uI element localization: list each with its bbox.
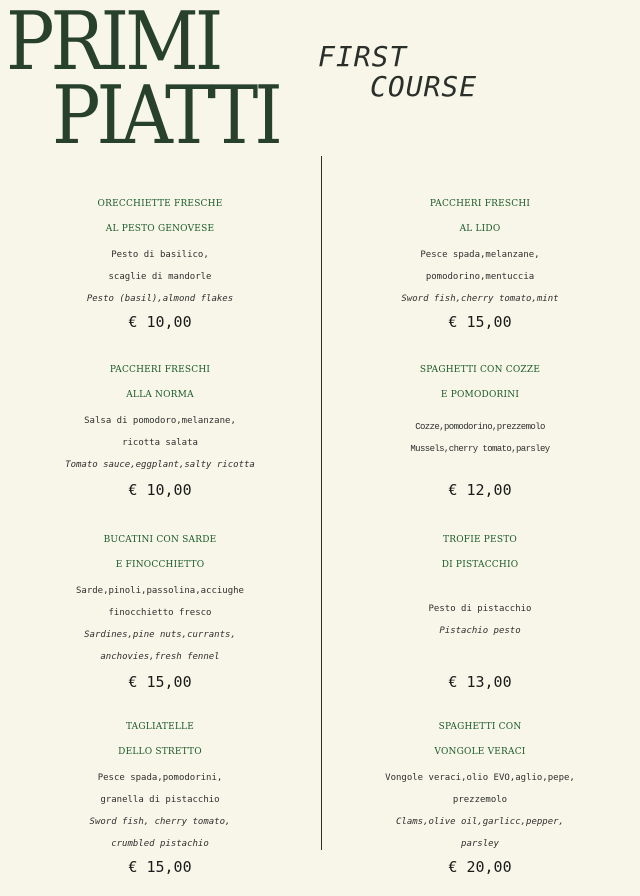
dish-tagliatelle: [0, 715, 320, 855]
dish-bucatini: [0, 528, 320, 668]
dish-name-line: VONGOLE VERACI: [434, 747, 526, 757]
dish-price: € 20,00: [448, 858, 512, 876]
dish-description: [320, 416, 640, 460]
dish-spaghetti-cozze: [320, 358, 640, 460]
dish-price: € 15,00: [128, 858, 192, 876]
description-en: Pesto (basil),almond flakes: [86, 294, 234, 304]
description-it: Pesto di pistacchio: [428, 604, 532, 614]
description-it: granella di pistacchio: [100, 795, 220, 805]
dish-description: [0, 767, 320, 855]
menu-title-line-1: PRIMI: [6, 0, 220, 89]
dish-name-line: AL PESTO GENOVESE: [105, 224, 215, 234]
dish-name-line: DELLO STRETTO: [118, 747, 202, 757]
dish-name: [320, 192, 640, 242]
description-en: Sword fish,cherry tomato,mint: [401, 294, 559, 304]
dish-price: € 15,00: [128, 673, 192, 691]
menu-subtitle: [318, 42, 477, 102]
dish-description: [320, 767, 640, 855]
dish-name-line: SPAGHETTI CON COZZE: [419, 365, 541, 375]
dish-name: [320, 528, 640, 578]
menu-subtitle-line-2: COURSE: [370, 70, 478, 103]
dish-price: € 15,00: [448, 313, 512, 331]
description-it: prezzemolo: [452, 795, 508, 805]
description-en: Tomato sauce,eggplant,salty ricotta: [65, 460, 255, 470]
description-en: Sardines,pine nuts,currants,: [84, 630, 236, 640]
menu-title-line-2: PIATTI: [52, 67, 279, 162]
description-it: pomodorino,mentuccia: [425, 272, 535, 282]
dish-name-line: AL LIDO: [459, 224, 501, 234]
dish-price: € 10,00: [128, 481, 192, 499]
dish-name-line: ALLA NORMA: [126, 390, 194, 400]
description-en: Pistachio pesto: [439, 626, 521, 636]
dish-spaghetti-vongole: [320, 715, 640, 855]
dish-name: [320, 358, 640, 408]
dish-name-line: PACCHERI FRESCHI: [429, 199, 531, 209]
dish-name-line: DI PISTACCHIO: [441, 560, 519, 570]
dish-orecchiette: [0, 192, 320, 310]
dish-description: [320, 598, 640, 642]
description-it: finocchietto fresco: [108, 608, 212, 618]
dish-trofie: [320, 528, 640, 642]
description-it: Pesto di basilico,: [111, 250, 209, 260]
dish-name-line: ORECCHIETTE FRESCHE: [97, 199, 223, 209]
dish-name-line: SPAGHETTI CON: [438, 722, 522, 732]
dish-name: [0, 528, 320, 578]
description-en: crumbled pistachio: [111, 839, 209, 849]
description-en: Sword fish, cherry tomato,: [89, 817, 231, 827]
dish-description: [320, 244, 640, 310]
dish-paccheri-norma: [0, 358, 320, 476]
description-it: Mussels,cherry tomato,parsley: [410, 444, 550, 454]
dish-name: [320, 715, 640, 765]
dish-name-line: TAGLIATELLE: [125, 722, 195, 732]
description-it: Vongole veraci,olio EVO,aglio,pepe,: [385, 773, 575, 783]
dish-name-line: E POMODORINI: [440, 390, 520, 400]
dish-description: [0, 244, 320, 310]
dish-price: € 12,00: [448, 481, 512, 499]
dish-name: [0, 358, 320, 408]
description-it: Salsa di pomodoro,melanzane,: [84, 416, 236, 426]
dish-price: € 10,00: [128, 313, 192, 331]
description-it: scaglie di mandorle: [108, 272, 212, 282]
dish-price: € 13,00: [448, 673, 512, 691]
dish-name: [0, 192, 320, 242]
description-en: anchovies,fresh fennel: [100, 652, 220, 662]
dish-paccheri-lido: [320, 192, 640, 310]
description-it: Sarde,pinoli,passolina,acciughe: [76, 586, 244, 596]
dish-name-line: E FINOCCHIETTO: [115, 560, 205, 570]
dish-name: [0, 715, 320, 765]
dish-name-line: PACCHERI FRESCHI: [109, 365, 211, 375]
description-it: Pesce spada,melanzane,: [420, 250, 540, 260]
menu-subtitle-line-1: FIRST: [318, 40, 408, 73]
dish-name-line: TROFIE PESTO: [443, 535, 517, 545]
dish-description: [0, 580, 320, 668]
dish-description: [0, 410, 320, 476]
description-en: Clams,olive oil,garlicc,pepper,: [396, 817, 564, 827]
description-en: parsley: [461, 839, 499, 849]
description-it: Cozze,pomodorino,prezzemolo: [415, 422, 545, 432]
description-it: Pesce spada,pomodorini,: [97, 773, 223, 783]
dish-name-line: BUCATINI CON SARDE: [103, 535, 217, 545]
description-it: ricotta salata: [122, 438, 198, 448]
menu-title: [6, 0, 279, 162]
